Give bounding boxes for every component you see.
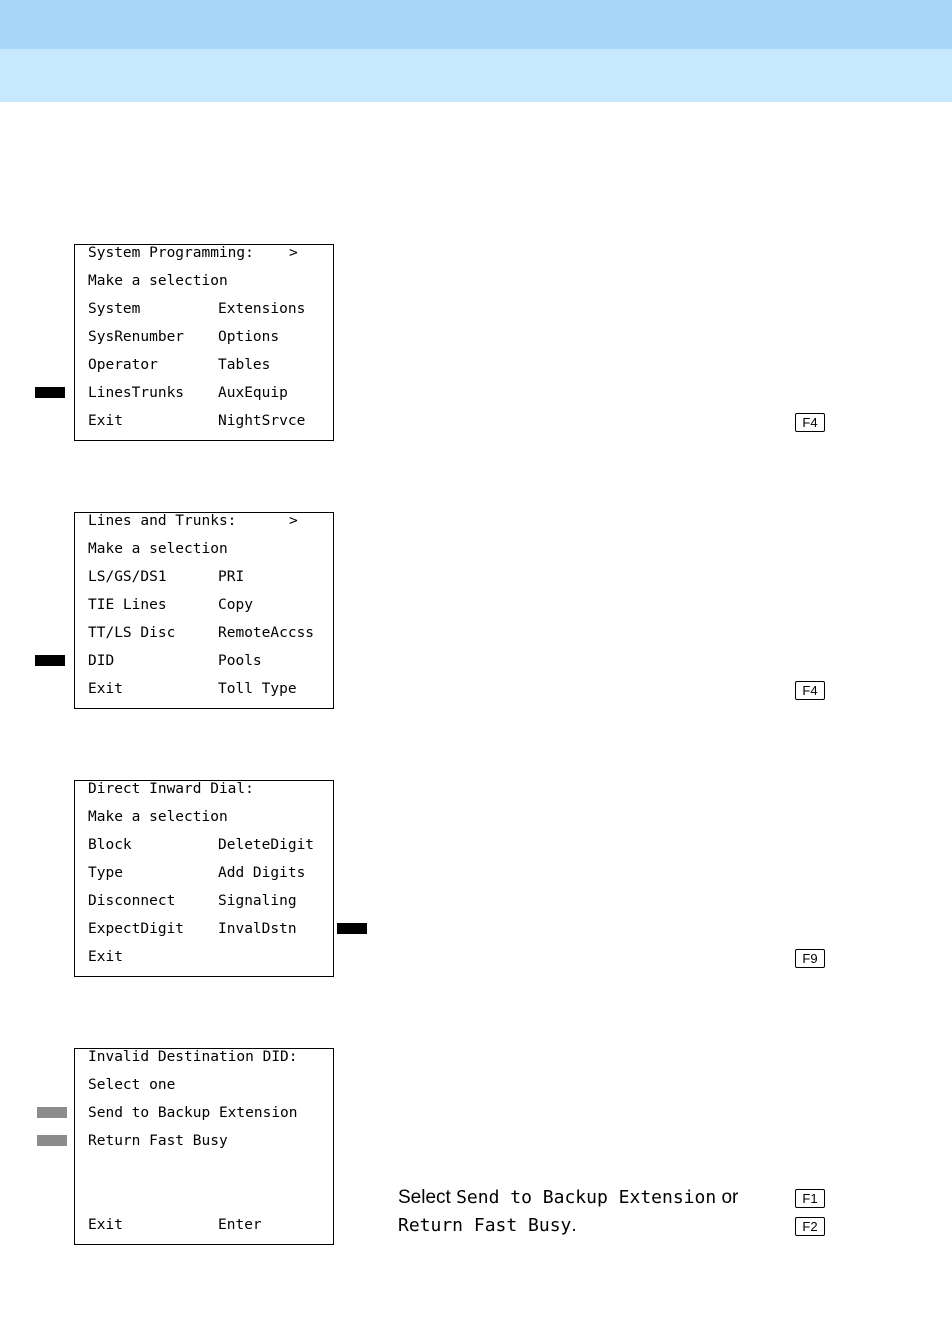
menu-type[interactable]: Type <box>88 865 123 881</box>
menu-pri[interactable]: PRI <box>218 569 245 585</box>
menu-toll-type[interactable]: Toll Type <box>218 681 297 697</box>
screen-title: Lines and Trunks: <box>88 513 237 529</box>
header-band-bottom <box>0 49 952 102</box>
menu-exit[interactable]: Exit <box>88 681 123 697</box>
screen-prompt: Make a selection <box>88 541 228 557</box>
function-key-f2[interactable]: F2 <box>795 1217 825 1236</box>
more-arrow: > <box>289 513 298 529</box>
function-key-f4[interactable]: F4 <box>795 681 825 700</box>
menu-options[interactable]: Options <box>218 329 280 345</box>
selection-marker-linestrunks <box>35 387 65 398</box>
menu-tie-lines[interactable]: TIE Lines <box>88 597 167 613</box>
display-direct-inward-dial <box>74 780 334 977</box>
menu-extensions[interactable]: Extensions <box>218 301 306 317</box>
display-system-programming <box>74 244 334 441</box>
function-key-f9[interactable]: F9 <box>795 949 825 968</box>
menu-pools[interactable]: Pools <box>218 653 262 669</box>
selection-marker-fast-busy <box>37 1135 67 1146</box>
screen-prompt: Make a selection <box>88 273 228 289</box>
menu-invaldstn[interactable]: InvalDstn <box>218 921 297 937</box>
menu-remoteaccss[interactable]: RemoteAccss <box>218 625 315 641</box>
option-return-fast-busy[interactable]: Return Fast Busy <box>88 1133 228 1149</box>
menu-nightsrvce[interactable]: NightSrvce <box>218 413 306 429</box>
menu-exit[interactable]: Exit <box>88 949 123 965</box>
menu-expectdigit[interactable]: ExpectDigit <box>88 921 185 937</box>
menu-auxequip[interactable]: AuxEquip <box>218 385 288 401</box>
screen-title: Invalid Destination DID: <box>88 1049 298 1065</box>
menu-operator[interactable]: Operator <box>88 357 158 373</box>
instruction-select: Select <box>398 1187 451 1208</box>
screen-prompt: Make a selection <box>88 809 228 825</box>
menu-signaling[interactable]: Signaling <box>218 893 297 909</box>
menu-ls-gs-ds1[interactable]: LS/GS/DS1 <box>88 569 167 585</box>
menu-copy[interactable]: Copy <box>218 597 253 613</box>
menu-tt-ls-disc[interactable]: TT/LS Disc <box>88 625 176 641</box>
display-invalid-destination-did <box>74 1048 334 1245</box>
option-send-to-backup-extension[interactable]: Send to Backup Extension <box>88 1105 298 1121</box>
screen-prompt: Select one <box>88 1077 176 1093</box>
display-lines-and-trunks <box>74 512 334 709</box>
instruction-or: or <box>721 1187 739 1208</box>
instruction-line-2 <box>398 1214 577 1238</box>
menu-tables[interactable]: Tables <box>218 357 271 373</box>
menu-exit[interactable]: Exit <box>88 413 123 429</box>
screen-title: System Programming: <box>88 245 254 261</box>
menu-did[interactable]: DID <box>88 653 115 669</box>
screen-title: Direct Inward Dial: <box>88 781 254 797</box>
function-key-f1[interactable]: F1 <box>795 1189 825 1208</box>
instruction-line-1 <box>398 1186 738 1210</box>
instruction-option-fast-busy: Return Fast Busy <box>398 1215 572 1236</box>
menu-linestrunks[interactable]: LinesTrunks <box>88 385 185 401</box>
menu-add-digits[interactable]: Add Digits <box>218 865 306 881</box>
selection-marker-invaldstn <box>337 923 367 934</box>
menu-disconnect[interactable]: Disconnect <box>88 893 176 909</box>
selection-marker-did <box>35 655 65 666</box>
header-band-top <box>0 0 952 49</box>
menu-block[interactable]: Block <box>88 837 132 853</box>
menu-system[interactable]: System <box>88 301 141 317</box>
instruction-option-backup: Send to Backup Extension <box>456 1187 717 1208</box>
more-arrow: > <box>289 245 298 261</box>
function-key-f4[interactable]: F4 <box>795 413 825 432</box>
menu-deletedigit[interactable]: DeleteDigit <box>218 837 315 853</box>
menu-sysrenumber[interactable]: SysRenumber <box>88 329 185 345</box>
instruction-period: . <box>571 1215 577 1236</box>
selection-marker-backup-extension <box>37 1107 67 1118</box>
menu-exit[interactable]: Exit <box>88 1217 123 1233</box>
menu-enter[interactable]: Enter <box>218 1217 262 1233</box>
